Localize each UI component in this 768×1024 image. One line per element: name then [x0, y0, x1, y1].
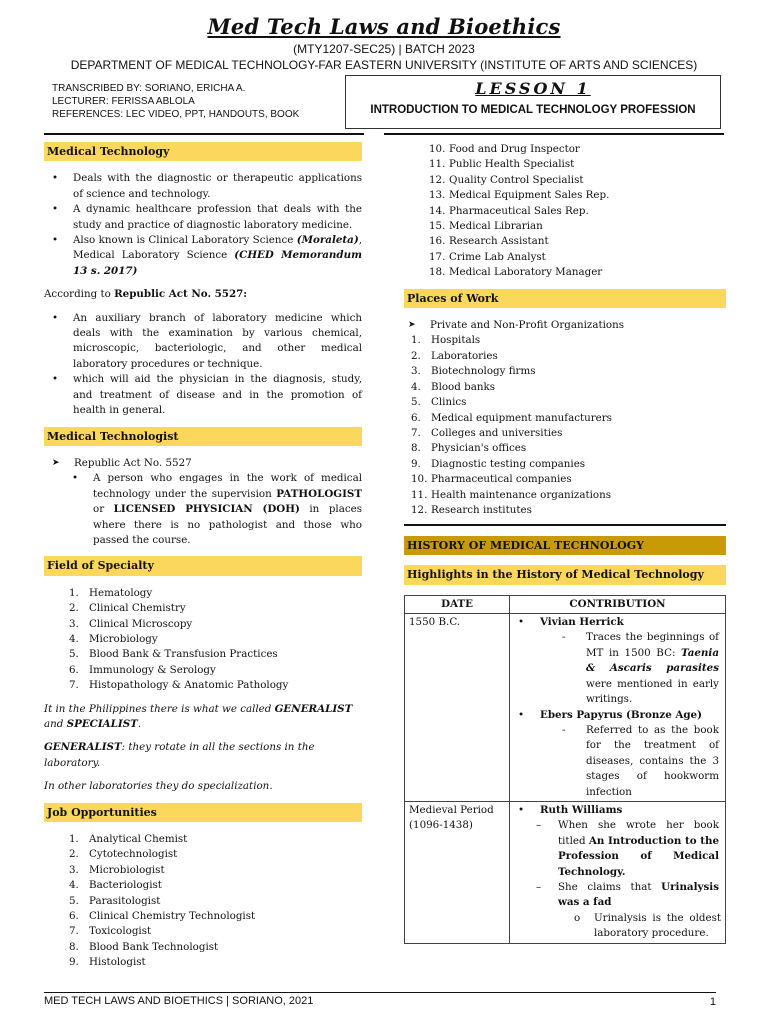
list-item: 16. Research Assistant: [429, 235, 549, 248]
table-row: [405, 801, 726, 943]
medtech-list: [44, 171, 362, 279]
jobs-list: [44, 832, 362, 971]
divider: [404, 524, 726, 526]
list-item: 6. Medical equipment manufacturers: [411, 411, 612, 424]
list-item: • which will aid the physician in the diagnosis, study, and treatment of disease and in the promotion of health in general.: [44, 372, 362, 418]
section-heading: Medical Technologist: [44, 427, 362, 446]
table-row: [405, 614, 726, 802]
ra-list: [44, 311, 362, 419]
list-item: 12. Quality Control Specialist: [429, 173, 584, 186]
according-line: According to Republic Act No. 5527:: [44, 288, 248, 301]
technologist-list: [64, 471, 362, 548]
transcribed-by: TRANSCRIBED BY: SORIANO, ERICHA A.: [52, 83, 246, 94]
list-item: 6. Immunology & Serology: [69, 663, 216, 676]
list-item: 17. Crime Lab Analyst: [429, 250, 546, 263]
specialty-list: [44, 586, 362, 694]
section-heading: Places of Work: [404, 289, 726, 308]
references: REFERENCES: LEC VIDEO, PPT, HANDOUTS, BOOK: [52, 109, 300, 120]
jobs-list-continued: [404, 142, 726, 281]
list-item: 3. Clinical Microscopy: [69, 617, 193, 630]
list-item: 9. Histologist: [69, 956, 146, 969]
meta-block: [52, 82, 299, 121]
list-item: 14. Pharmaceutical Sales Rep.: [429, 204, 589, 217]
list-item: • Deals with the diagnostic or therapeutic applications of science and technology.: [44, 171, 362, 202]
column-header: DATE: [405, 595, 510, 613]
list-item: 8. Physician's offices: [411, 442, 527, 455]
list-item: 10. Pharmaceutical companies: [411, 473, 572, 486]
ra-arrow-item: ➤ Republic Act No. 5527: [52, 456, 362, 471]
places-list: [386, 333, 726, 518]
list-item: 2. Clinical Chemistry: [69, 602, 186, 615]
list-item: 4. Bacteriologist: [69, 879, 162, 892]
specialization-note: In other laboratories they do specialization.: [44, 780, 273, 793]
list-item: 11. Public Health Specialist: [429, 158, 575, 171]
department: DEPARTMENT OF MEDICAL TECHNOLOGY-FAR EASTERN UNIVERSITY (INSTITUTE OF ARTS AND SCIENCES): [70, 58, 698, 72]
section-heading: Medical Technology: [44, 142, 362, 161]
course-code: (MTY1207-SEC25) | BATCH 2023: [293, 42, 475, 56]
header-divider-left: [44, 133, 364, 135]
contribution-cell: • Ruth Williams – When she wrote her book titled An Introduction to the Profession of Medical Technology. – She claims that Urinalysis was a fad o Urinalysis is the oldest laboratory procedure.: [510, 801, 726, 943]
list-item: 12. Research institutes: [411, 503, 532, 516]
list-item: 7. Toxicologist: [69, 925, 152, 938]
document-title: Med Tech Laws and Bioethics: [207, 14, 561, 39]
list-item: 1. Hospitals: [411, 334, 481, 347]
list-item: 7. Colleges and universities: [411, 426, 563, 439]
date-cell: 1550 B.C.: [405, 614, 510, 802]
column-header: CONTRIBUTION: [510, 595, 726, 613]
places-group: ➤ Private and Non-Profit Organizations: [408, 318, 726, 333]
lesson-box: [345, 75, 721, 129]
lesson-title: INTRODUCTION TO MEDICAL TECHNOLOGY PROFESSION: [370, 104, 696, 116]
list-item: • A person who engages in the work of medical technology under the supervision PATHOLOGIST or LICENSED PHYSICIAN (DOH) in places where there is no pathologist and those who passed the course.: [64, 471, 362, 548]
list-item: • A dynamic healthcare profession that deals with the study and practice of diagnostic laboratory medicine.: [44, 202, 362, 233]
left-column: [44, 142, 362, 979]
generalist-note: It in the Philippines there is what we called GENERALIST and SPECIALIST.: [44, 702, 353, 730]
list-item: • An auxiliary branch of laboratory medicine which deals with the examination by various chemical, microscopic, bacteriologic, and other medical laboratory procedures or technique.: [44, 311, 362, 373]
list-item: 5. Parasitologist: [69, 894, 161, 907]
list-item: 10. Food and Drug Inspector: [429, 143, 580, 155]
section-heading: Field of Specialty: [44, 556, 362, 575]
right-column: [404, 142, 726, 944]
date-cell: Medieval Period (1096-1438): [405, 801, 510, 943]
list-item: 4. Microbiology: [69, 632, 158, 645]
list-item: • Also known is Clinical Laboratory Science (Moraleta), Medical Laboratory Science (CHED Memorandum 13 s. 2017): [44, 233, 362, 279]
list-item: 2. Cytotechnologist: [69, 848, 178, 861]
list-item: 3. Biotechnology firms: [411, 365, 536, 378]
list-item: 9. Diagnostic testing companies: [411, 457, 586, 470]
footer-text: MED TECH LAWS AND BIOETHICS | SORIANO, 2021: [44, 995, 314, 1007]
lecturer: LECTURER: FERISSA ABLOLA: [52, 96, 195, 107]
page-footer: [44, 992, 716, 1007]
list-item: 13. Medical Equipment Sales Rep.: [429, 189, 610, 202]
list-item: 6. Clinical Chemistry Technologist: [69, 910, 256, 923]
generalist-definition: GENERALIST: they rotate in all the sections in the laboratory.: [44, 741, 315, 769]
header-divider-right: [384, 133, 724, 135]
contribution-cell: • Vivian Herrick - Traces the beginnings of MT in 1500 BC: Taenia & Ascaris parasites were mentioned in early writings. • Ebers Papyrus (Bronze Age) - Referred to as the book for the treatment of diseases, contains the 3 stages of hookworm infection: [510, 614, 726, 802]
list-item: 4. Blood banks: [411, 380, 496, 393]
list-item: 18. Medical Laboratory Manager: [429, 266, 603, 279]
list-item: 7. Histopathology & Anatomic Pathology: [69, 679, 289, 692]
list-item: 1. Hematology: [69, 586, 153, 599]
page-number: 1: [709, 996, 716, 1008]
list-item: 8. Blood Bank Technologist: [69, 940, 219, 953]
list-item: 5. Blood Bank & Transfusion Practices: [69, 648, 278, 661]
list-item: 2. Laboratories: [411, 349, 498, 362]
history-subheading: Highlights in the History of Medical Technology: [404, 565, 726, 584]
history-table: [404, 595, 726, 944]
list-item: 1. Analytical Chemist: [69, 833, 188, 846]
section-heading: Job Opportunities: [44, 803, 362, 822]
list-item: 3. Microbiologist: [69, 863, 165, 876]
list-item: 15. Medical Librarian: [429, 220, 543, 233]
list-item: 5. Clinics: [411, 396, 467, 409]
history-heading: HISTORY OF MEDICAL TECHNOLOGY: [404, 536, 726, 555]
list-item: 11. Health maintenance organizations: [411, 488, 612, 501]
lesson-number: LESSON 1: [475, 79, 591, 98]
table-header-row: [405, 595, 726, 613]
